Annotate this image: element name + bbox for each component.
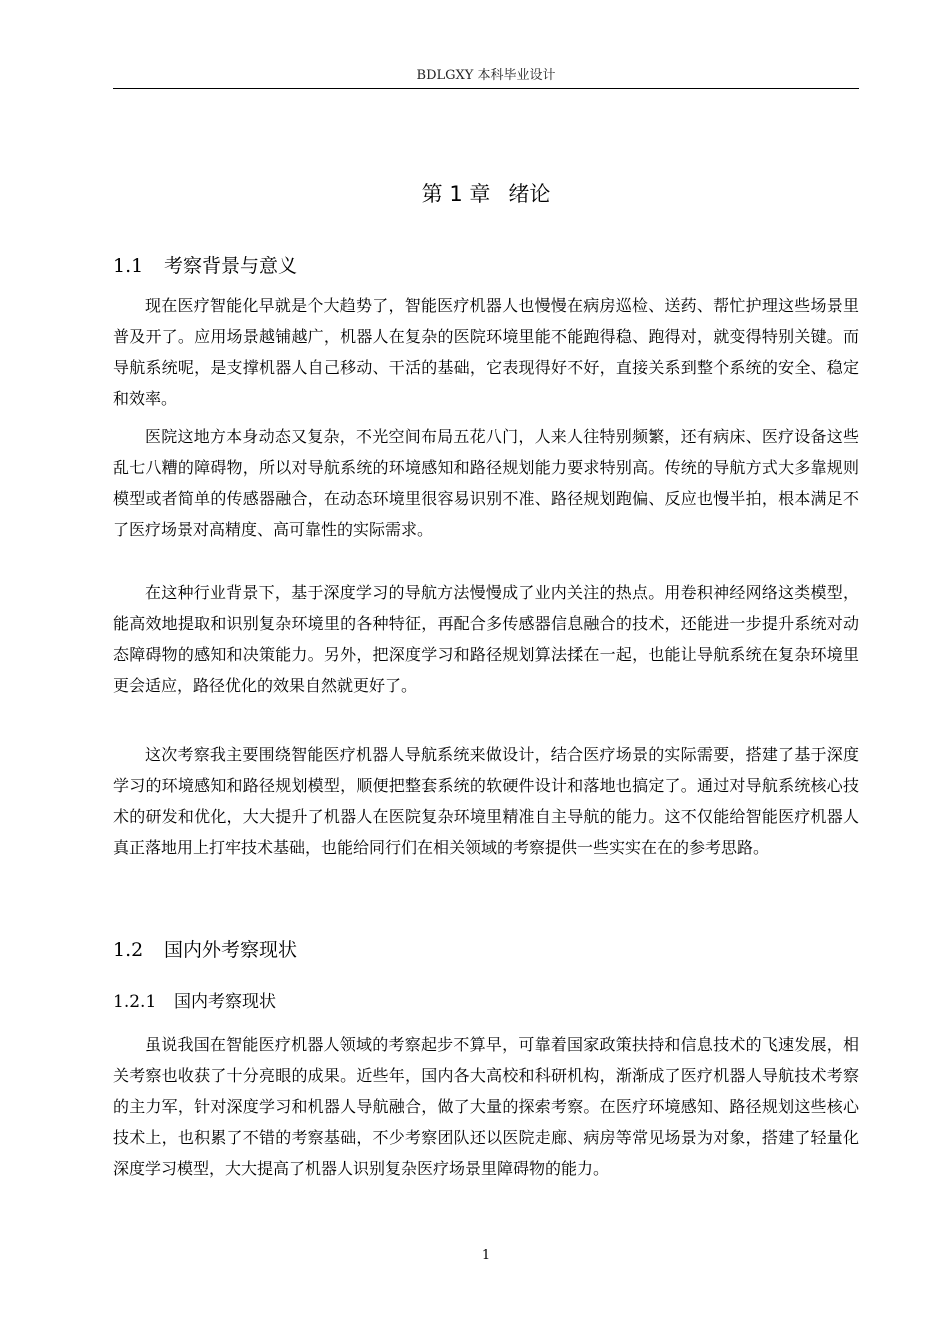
section-heading-1-2 xyxy=(113,936,297,964)
chapter-name: 绪论 xyxy=(508,182,551,206)
section-title: 考察背景与意义 xyxy=(164,255,298,277)
section-title: 国内外考察现状 xyxy=(164,939,298,961)
paragraph: 虽说我国在智能医疗机器人领域的考察起步不算早，可靠着国家政策扶持和信息技术的飞速发展，相关考察也收获了十分亮眼的成果。近些年，国内各大高校和科研机构，渐渐成了医疗机器人导航技术考察的主力军，针对深度学习和机器人导航融合，做了大量的探索考察。在医疗环境感知、路径规划这些核心技术上，也积累了不错的考察基础，不少考察团队还以医院走廊、病房等常见场景为对象，搭建了轻量化深度学习模型，大大提高了机器人识别复杂医疗场景里障碍物的能力。 xyxy=(113,1035,859,1178)
subsection-number: 1.2.1 xyxy=(113,992,157,1012)
header-rule xyxy=(113,88,859,89)
chapter-number: 第 1 章 xyxy=(421,182,491,206)
running-header: BDLGXY 本科毕业设计 xyxy=(416,68,556,83)
subsection-heading-1-2-1 xyxy=(113,988,276,1016)
section-number: 1.1 xyxy=(113,255,144,277)
page-number: 1 xyxy=(481,1248,491,1263)
subsection-title: 国内考察现状 xyxy=(174,992,276,1012)
section-heading-1-1 xyxy=(113,252,297,280)
paragraph: 这次考察我主要围绕智能医疗机器人导航系统来做设计，结合医疗场景的实际需要，搭建了基于深度学习的环境感知和路径规划模型，顺便把整套系统的软硬件设计和落地也搞定了。通过对导航系统核心技术的研发和优化，大大提升了机器人在医院复杂环境里精准自主导航的能力。这不仅能给智能医疗机器人真正落地用上打牢技术基础，也能给同行们在相关领域的考察提供一些实实在在的参考思路。 xyxy=(113,745,859,857)
paragraph: 医院这地方本身动态又复杂，不光空间布局五花八门，人来人往特别频繁，还有病床、医疗设备这些乱七八糟的障碍物，所以对导航系统的环境感知和路径规划能力要求特别高。传统的导航方式大多靠规则模型或者简单的传感器融合，在动态环境里很容易识别不准、路径规划跑偏、反应也慢半拍，根本满足不了医疗场景对高精度、高可靠性的实际需求。 xyxy=(113,427,859,539)
chapter-title xyxy=(113,178,859,210)
paragraph: 在这种行业背景下，基于深度学习的导航方法慢慢成了业内关注的热点。用卷积神经网络这类模型，能高效地提取和识别复杂环境里的各种特征，再配合多传感器信息融合的技术，还能进一步提升系统对动态障碍物的感知和决策能力。另外，把深度学习和路径规划算法揉在一起，也能让导航系统在复杂环境里更会适应，路径优化的效果自然就更好了。 xyxy=(113,583,859,695)
paragraph: 现在医疗智能化早就是个大趋势了，智能医疗机器人也慢慢在病房巡检、送药、帮忙护理这些场景里普及开了。应用场景越铺越广，机器人在复杂的医院环境里能不能跑得稳、跑得对，就变得特别关键。而导航系统呢，是支撑机器人自己移动、干活的基础，它表现得好不好，直接关系到整个系统的安全、稳定和效率。 xyxy=(113,296,859,408)
section-number: 1.2 xyxy=(113,939,144,961)
